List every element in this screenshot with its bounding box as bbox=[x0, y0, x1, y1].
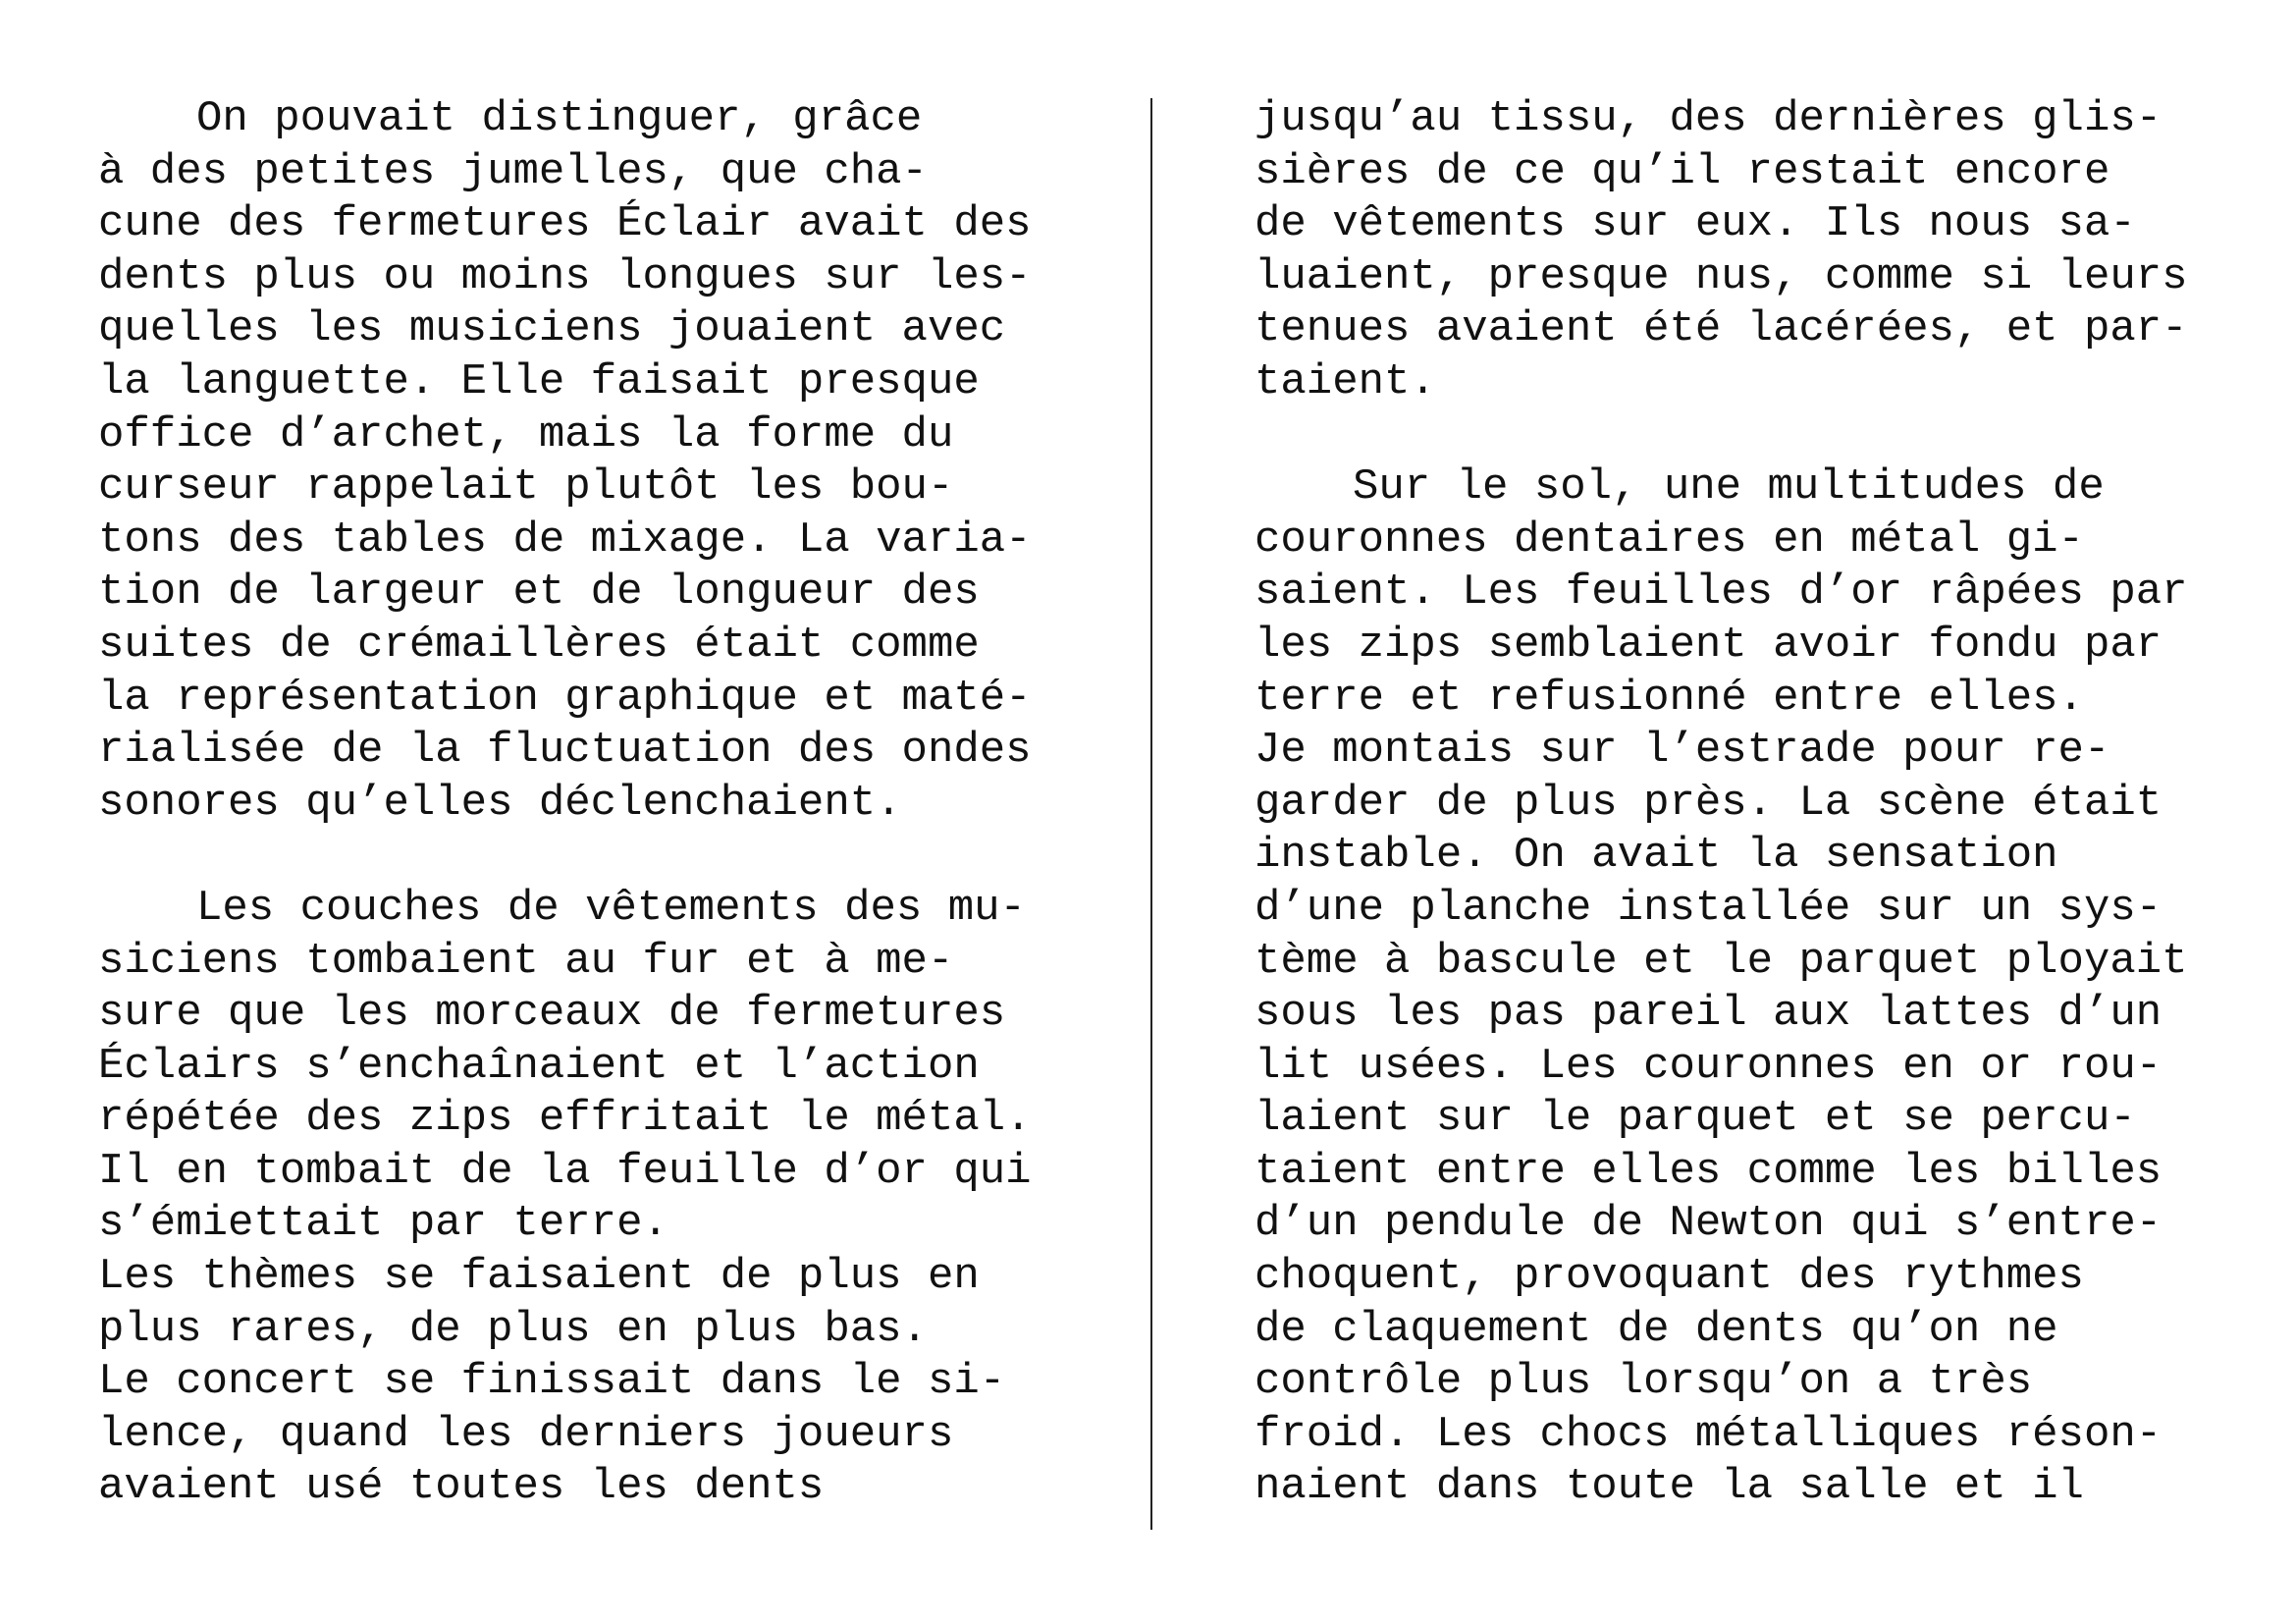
text-line: contrôle plus lorsqu’on a très bbox=[1255, 1357, 2033, 1407]
text-line: Il en tombait de la feuille d’or qui bbox=[98, 1146, 1032, 1196]
text-line: tenues avaient été lacérées, et par- bbox=[1255, 304, 2188, 354]
text-line: terre et refusionné entre elles. bbox=[1255, 673, 2084, 723]
text-line: office d’archet, mais la forme du bbox=[98, 409, 954, 460]
paragraph-break bbox=[1255, 409, 2236, 462]
text-line: Je montais sur l’estrade pour re- bbox=[1255, 726, 2110, 776]
text-line: de claquement de dents qu’on ne bbox=[1255, 1304, 2058, 1354]
text-line: lence, quand les derniers joueurs bbox=[98, 1409, 954, 1459]
text-line: s’émiettait par terre. bbox=[98, 1199, 668, 1249]
text-line: Le concert se finissait dans le si- bbox=[98, 1357, 1006, 1407]
text-line: la représentation graphique et maté- bbox=[98, 673, 1032, 723]
text-line: Les couches de vêtements des mu- bbox=[196, 883, 1026, 933]
paragraph-break bbox=[98, 830, 1080, 883]
text-line: à des petites jumelles, que cha- bbox=[98, 146, 928, 196]
text-line: suites de crémaillères était comme bbox=[98, 620, 980, 670]
text-line: taient entre elles comme les billes bbox=[1255, 1146, 2163, 1196]
text-line: instable. On avait la sensation bbox=[1255, 831, 2058, 881]
text-line: dents plus ou moins longues sur les- bbox=[98, 251, 1032, 301]
text-line: tons des tables de mixage. La varia- bbox=[98, 514, 1032, 565]
text-line: couronnes dentaires en métal gi- bbox=[1255, 514, 2084, 565]
text-line: sonores qu’elles déclenchaient. bbox=[98, 778, 902, 828]
text-line: rialisée de la fluctuation des ondes bbox=[98, 726, 1032, 776]
text-line: tème à bascule et le parquet ployait bbox=[1255, 936, 2188, 986]
text-line: laient sur le parquet et se percu- bbox=[1255, 1094, 2136, 1144]
text-line: On pouvait distinguer, grâce bbox=[196, 94, 923, 143]
text-line: la languette. Elle faisait presque bbox=[98, 356, 980, 406]
text-line: jusqu’au tissu, des dernières glis- bbox=[1255, 94, 2163, 143]
text-line: tion de largeur et de longueur des bbox=[98, 568, 980, 618]
text-line: taient. bbox=[1255, 356, 1436, 406]
text-line: répétée des zips effritait le métal. bbox=[98, 1094, 1032, 1144]
text-line: Les thèmes se faisaient de plus en bbox=[98, 1252, 980, 1302]
text-line: sous les pas pareil aux lattes d’un bbox=[1255, 989, 2163, 1039]
text-line: quelles les musiciens jouaient avec bbox=[98, 304, 1006, 354]
page-divider bbox=[1150, 98, 1152, 1530]
text-line: de vêtements sur eux. Ils nous sa- bbox=[1255, 199, 2136, 249]
text-line: lit usées. Les couronnes en or rou- bbox=[1255, 1041, 2163, 1091]
text-line: sières de ce qu’il restait encore bbox=[1255, 146, 2110, 196]
text-line: sure que les morceaux de fermetures bbox=[98, 989, 1006, 1039]
right-page-text bbox=[1255, 93, 2236, 1514]
text-line: plus rares, de plus en plus bas. bbox=[98, 1304, 928, 1354]
text-line: luaient, presque nus, comme si leurs bbox=[1255, 251, 2188, 301]
text-line: d’une planche installée sur un sys- bbox=[1255, 883, 2163, 933]
text-line: naient dans toute la salle et il bbox=[1255, 1462, 2084, 1512]
text-line: d’un pendule de Newton qui s’entre- bbox=[1255, 1199, 2163, 1249]
text-line: cune des fermetures Éclair avait des bbox=[98, 199, 1032, 249]
text-line: avaient usé toutes les dents bbox=[98, 1462, 825, 1512]
text-line: saient. Les feuilles d’or râpées par bbox=[1255, 568, 2188, 618]
text-line: siciens tombaient au fur et à me- bbox=[98, 936, 954, 986]
text-line: garder de plus près. La scène était bbox=[1255, 778, 2163, 828]
text-line: les zips semblaient avoir fondu par bbox=[1255, 620, 2163, 670]
text-line: froid. Les chocs métalliques réson- bbox=[1255, 1409, 2163, 1459]
text-line: Éclairs s’enchaînaient et l’action bbox=[98, 1041, 980, 1091]
text-line: curseur rappelait plutôt les bou- bbox=[98, 462, 954, 513]
text-line: Sur le sol, une multitudes de bbox=[1353, 462, 2105, 513]
left-page-text bbox=[98, 93, 1080, 1514]
text-line: choquent, provoquant des rythmes bbox=[1255, 1252, 2084, 1302]
